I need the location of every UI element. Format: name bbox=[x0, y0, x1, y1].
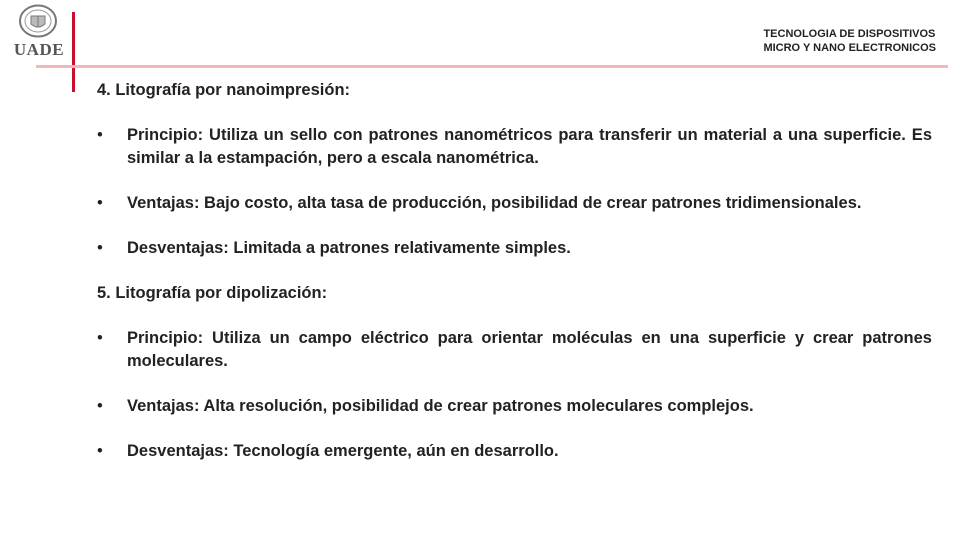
list-item-text: Desventajas: Tecnología emergente, aún en desarrollo. bbox=[127, 442, 559, 460]
list-item-text: Desventajas: Limitada a patrones relativamente simples. bbox=[127, 239, 571, 257]
bullet-point: • bbox=[97, 329, 103, 347]
list-item bbox=[97, 440, 932, 463]
uade-logo bbox=[8, 4, 68, 58]
section-heading: 5. Litografía por dipolización: bbox=[97, 284, 328, 302]
bullet-point: • bbox=[97, 194, 103, 212]
bullet-point: • bbox=[97, 126, 103, 144]
header-horizontal-rule bbox=[36, 65, 948, 68]
list-item-text: Principio: Utiliza un sello con patrones nanométricos para transferir un material a una superficie. Es similar a la estampación, pero a escala nanométrica. bbox=[127, 126, 932, 167]
bullet-point: • bbox=[97, 239, 103, 257]
list-item-text: Ventajas: Alta resolución, posibilidad de crear patrones moleculares complejos. bbox=[127, 397, 754, 415]
list-item bbox=[97, 124, 932, 170]
list-item bbox=[97, 395, 932, 418]
course-title-line-2: MICRO Y NANO ELECTRONICOS bbox=[763, 42, 936, 54]
course-title bbox=[763, 27, 936, 55]
header-vertical-rule bbox=[72, 12, 75, 92]
logo-text: UADE bbox=[13, 40, 65, 59]
list-item-text: Ventajas: Bajo costo, alta tasa de producción, posibilidad de crear patrones tridimensionales. bbox=[127, 194, 862, 212]
bullet-point: • bbox=[97, 442, 103, 460]
course-title-line-1: TECNOLOGIA DE DISPOSITIVOS bbox=[763, 28, 936, 40]
section-heading: 4. Litografía por nanoimpresión: bbox=[97, 81, 351, 99]
list-item bbox=[97, 192, 932, 215]
bullet-point: • bbox=[97, 397, 103, 415]
list-item bbox=[97, 237, 932, 260]
university-seal-icon bbox=[18, 4, 58, 38]
list-item bbox=[97, 327, 932, 373]
list-item-text: Principio: Utiliza un campo eléctrico para orientar moléculas en una superficie y crear patrones moleculares. bbox=[127, 329, 932, 370]
slide-content bbox=[97, 79, 932, 463]
